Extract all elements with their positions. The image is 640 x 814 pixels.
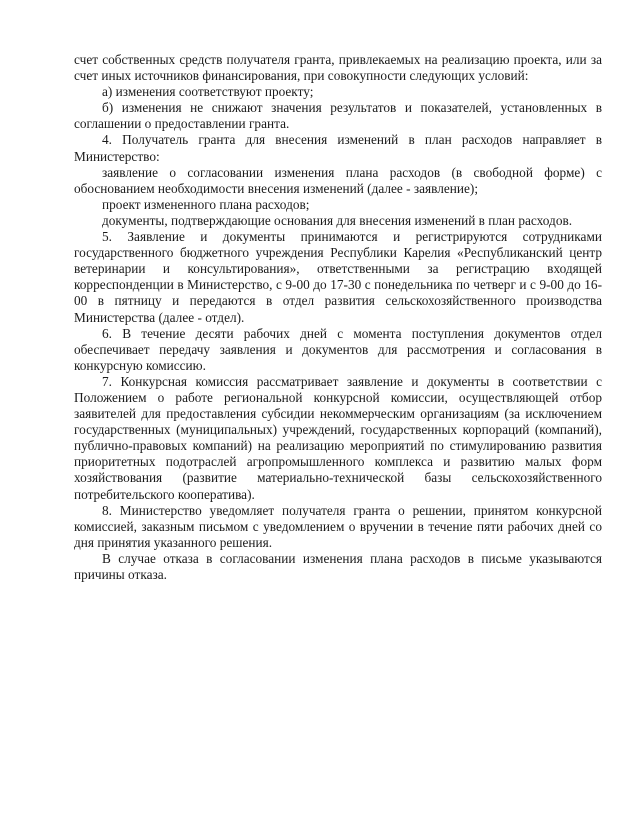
paragraph-continuation: счет собственных средств получателя гранта, привлекаемых на реализацию проекта, или за счет иных источников финансирования, при совокупности следующих условий:: [74, 52, 602, 84]
document-page: [74, 52, 602, 583]
paragraph-clause-5: 5. Заявление и документы принимаются и регистрируются сотрудниками государственного бюджетного учреждения Республики Карелия «Республиканский центр ветеринарии и консультирования», ответственными за регистрацию входящей корреспонденции в Министерство, с 9-00 до 17-30 с понедельника по четверг и с 9-00 до 16-00 в пятницу и передаются в отдел развития сельскохозяйственного производства Министерства (далее - отдел).: [74, 229, 602, 325]
paragraph-clause-8: 8. Министерство уведомляет получателя гранта о решении, принятом конкурсной комиссией, заказным письмом с уведомлением о вручении в течение пяти рабочих дней со дня принятия указанного решения.: [74, 502, 602, 550]
paragraph-refusal: В случае отказа в согласовании изменения плана расходов в письме указываются причины отказа.: [74, 550, 602, 582]
paragraph-clause-6: 6. В течение десяти рабочих дней с момента поступления документов отдел обеспечивает передачу заявления и документов для рассмотрения и согласования в конкурсную комиссию.: [74, 325, 602, 373]
paragraph-item-b: б) изменения не снижают значения результатов и показателей, установленных в соглашении о предоставлении гранта.: [74, 100, 602, 132]
paragraph-item-a: а) изменения соответствуют проекту;: [102, 84, 314, 100]
paragraph-draft-plan: проект измененного плана расходов;: [102, 196, 310, 212]
paragraph-clause-4: 4. Получатель гранта для внесения изменений в план расходов направляет в Министерство:: [74, 132, 602, 164]
paragraph-supporting-docs: документы, подтверждающие основания для внесения изменений в план расходов.: [102, 212, 573, 228]
paragraph-clause-7: 7. Конкурсная комиссия рассматривает заявление и документы в соответствии с Положением о работе региональной конкурсной комиссии, осуществляющей отбор заявителей для предоставления субсидии некоммерческим организациям (за исключением государственных (муниципальных) учреждений, государственных корпораций (компаний), публично-правовых компаний) на реализацию мероприятий по стимулированию развития приоритетных подотраслей агропромышленного комплекса и развитию малых форм хозяйствования (развитие материально-технической базы сельскохозяйственного потребительского кооператива).: [74, 373, 602, 502]
paragraph-application: заявление о согласовании изменения плана расходов (в свободной форме) с обоснованием необходимости внесения изменений (далее - заявление);: [74, 164, 602, 196]
